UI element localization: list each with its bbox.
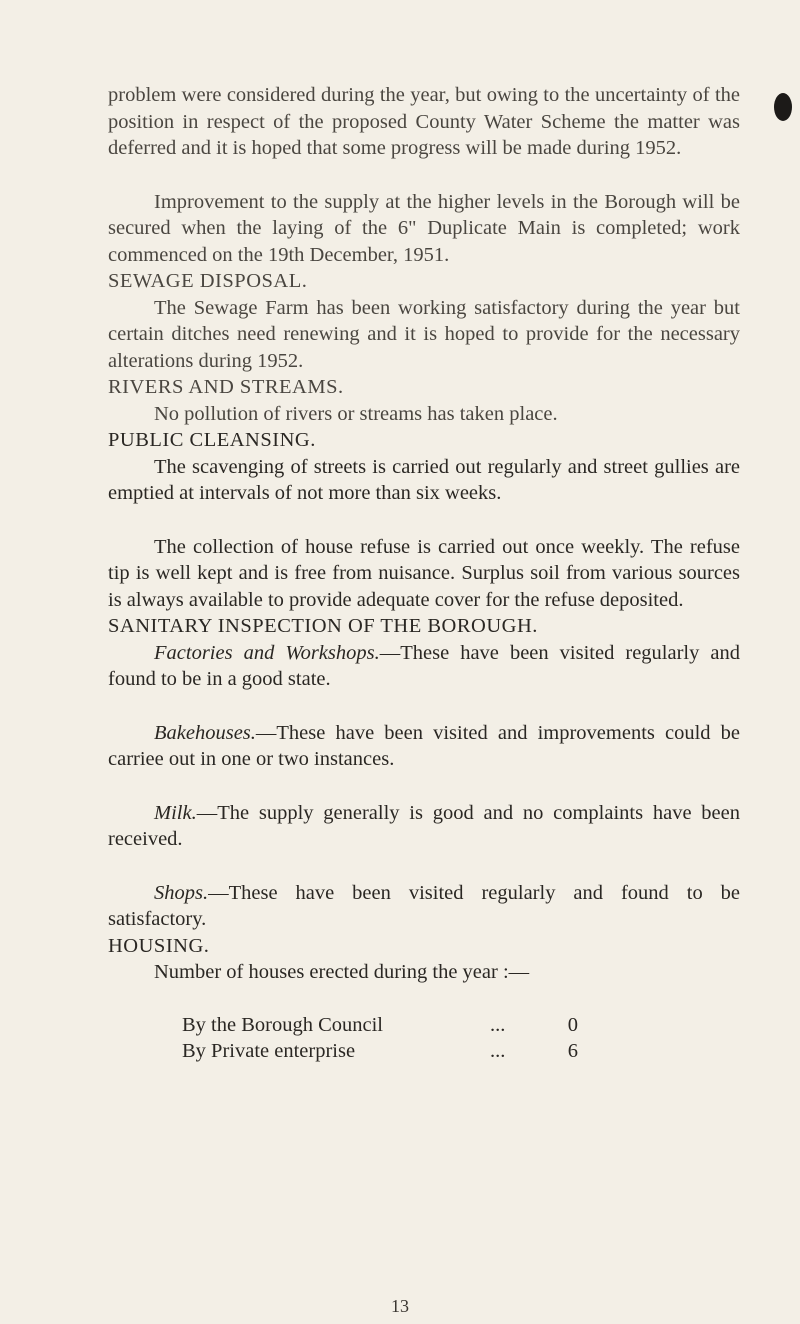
cleansing-paragraph-1: The scavenging of streets is carried out regularly and street gullies are emptied at intervals of not more than six weeks. (108, 455, 740, 504)
bakehouses-paragraph (108, 720, 740, 773)
milk-title: Milk. (154, 801, 197, 824)
water-improvement-paragraph: Improvement to the supply at the higher levels in the Borough will be secured when the laying of the 6" Duplicate Main is completed; work commenced on the 19th December, 1951. (108, 190, 740, 266)
bakehouses-title: Bakehouses. (154, 721, 256, 744)
document-page (108, 82, 740, 1065)
row-label: By Private enterprise (182, 1040, 356, 1062)
row-value: 0 (567, 1013, 578, 1036)
page-number: 13 (391, 1296, 409, 1316)
cleansing-paragraph-2: The collection of house refuse is carried out once weekly. The refuse tip is well kept and is free from nuisance. Surplus soil from various sources is always available to provide adequate cover for the refuse deposited. (108, 535, 740, 611)
bakehouses-text: —These have been visited and improvements could be carriee out in one or two instances. (108, 721, 740, 770)
table-row (182, 1038, 578, 1065)
row-leader-dots: ... (490, 1040, 506, 1062)
row-label: By the Borough Council (182, 1013, 384, 1036)
factories-paragraph (108, 640, 740, 693)
housing-heading: HOUSING. (108, 934, 210, 957)
rivers-paragraph: No pollution of rivers or streams has taken place. (154, 402, 558, 425)
table-row (182, 1012, 578, 1039)
milk-text: —The supply generally is good and no complaints have been received. (108, 801, 740, 850)
ink-blot (774, 93, 792, 121)
shops-paragraph (108, 880, 740, 933)
factories-text: —These have been visited regularly and found to be in a good state. (108, 641, 740, 690)
housing-intro: Number of houses erected during the year :— (154, 961, 530, 983)
milk-paragraph (108, 800, 740, 853)
cleansing-heading: PUBLIC CLEANSING. (108, 429, 316, 451)
sewage-paragraph: The Sewage Farm has been working satisfactory during the year but certain ditches need renewing and it is hoped to provide for the necessary alterations during 1952. (108, 296, 740, 372)
houses-table (182, 1012, 578, 1065)
row-value: 6 (567, 1040, 578, 1062)
water-paragraph-continued: problem were considered during the year, but owing to the uncertainty of the position in respect of the proposed County Water Scheme the matter was deferred and it is hoped that some progress will be made during 1952. (108, 84, 740, 159)
shops-title: Shops. (154, 881, 209, 904)
factories-title: Factories and Workshops. (154, 641, 380, 664)
row-leader-dots: ... (490, 1013, 506, 1036)
shops-text: —These have been visited regularly and found to be satisfactory. (108, 881, 740, 930)
rivers-heading: RIVERS AND STREAMS. (108, 376, 344, 398)
sanitary-heading: SANITARY INSPECTION OF THE BOROUGH. (108, 615, 538, 637)
sewage-heading: SEWAGE DISPOSAL. (108, 270, 308, 292)
